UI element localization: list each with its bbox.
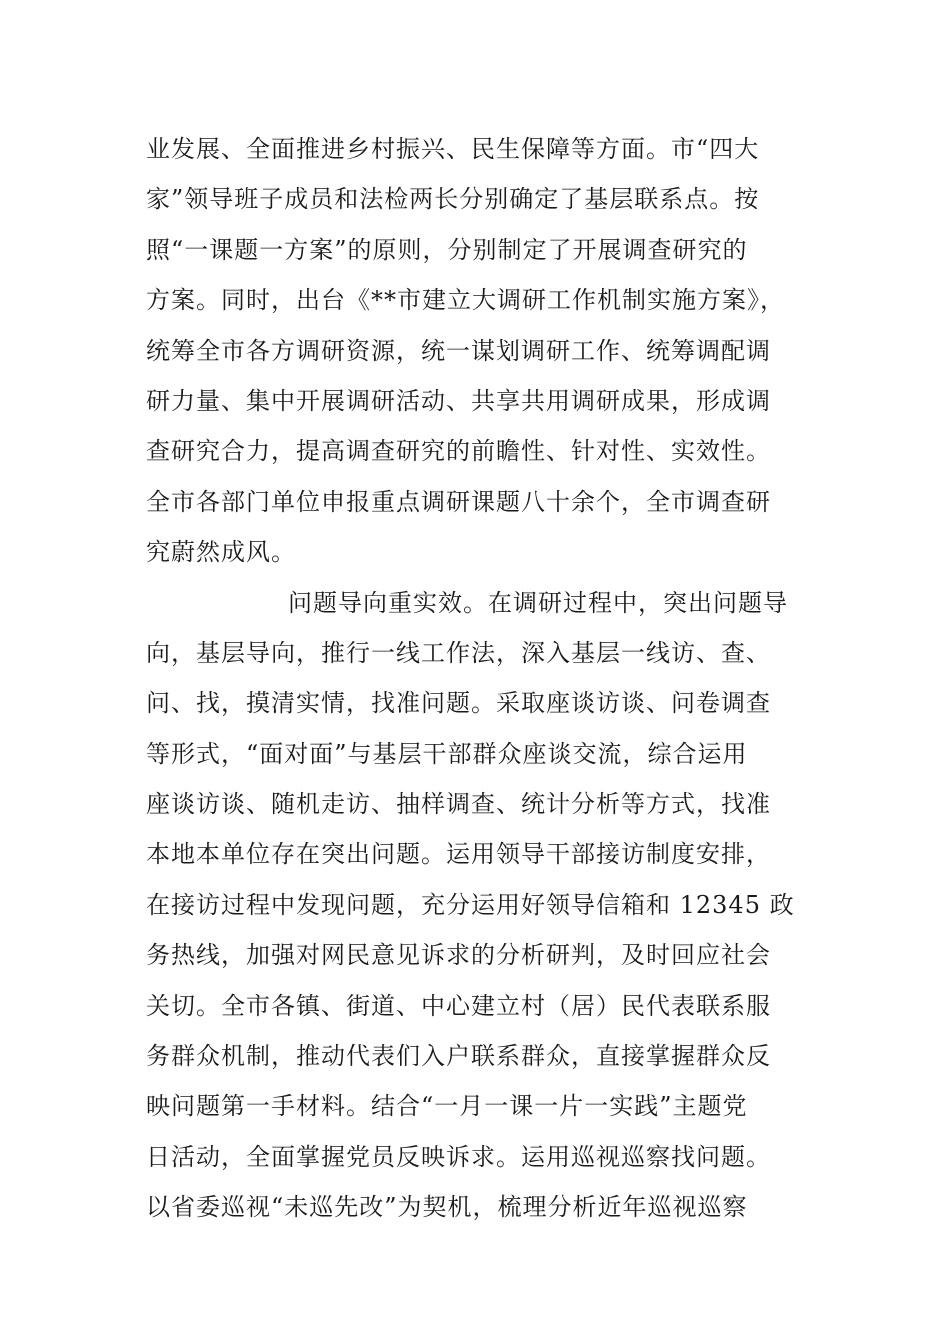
paragraph-2 — [146, 578, 846, 1233]
paragraph-line: 全市各部门单位申报重点调研课题八十余个，全市调查研 — [146, 487, 771, 516]
document-body — [146, 124, 846, 1233]
paragraph-line: 究蔚然成风。 — [146, 538, 296, 567]
paragraph-line: 统筹全市各方调研资源，统一谋划调研工作、统筹调配调 — [146, 336, 771, 365]
paragraph-line: 等形式，“面对面”与基层干部群众座谈交流，综合运用 — [146, 739, 748, 768]
paragraph-line: 座谈访谈、随机走访、抽样调查、统计分析等方式，找准 — [146, 790, 771, 819]
paragraph-line: 向，基层导向，推行一线工作法，深入基层一线访、查、 — [146, 638, 771, 667]
paragraph-line: 问、找，摸清实情，找准问题。采取座谈访谈、问卷调查 — [146, 689, 771, 718]
paragraph-line: 业发展、全面推进乡村振兴、民生保障等方面。市“四大 — [146, 135, 760, 163]
paragraph-heading-line: 问题导向重实效。在调研过程中，突出问题导 — [288, 588, 788, 617]
paragraph-line: 以省委巡视“未巡先改”为契机，梳理分析近年巡视巡察 — [146, 1193, 748, 1222]
paragraph-line: 查研究合力，提高调查研究的前瞻性、针对性、实效性。 — [146, 437, 771, 466]
paragraph-line: 照“一课题一方案”的原则，分别制定了开展调查研究的 — [146, 235, 748, 264]
paragraph-line: 务热线，加强对网民意见诉求的分析研判，及时回应社会 — [146, 941, 771, 970]
paragraph-line: 务群众机制，推动代表们入户联系群众，直接掌握群众反 — [146, 1042, 771, 1071]
paragraph-line: 在接访过程中发现问题，充分运用好领导信箱和 12345 政 — [146, 890, 795, 919]
paragraph-line: 关切。全市各镇、街道、中心建立村（居）民代表联系服 — [146, 991, 771, 1020]
paragraph-line: 家”领导班子成员和法检两长分别确定了基层联系点。按 — [146, 185, 760, 214]
paragraph-line: 研力量、集中开展调研活动、共享共用调研成果，形成调 — [146, 386, 771, 415]
paragraph-line: 映问题第一手材料。结合“一月一课一片一实践”主题党 — [146, 1092, 748, 1121]
paragraph-1 — [146, 124, 846, 578]
paragraph-line: 本地本单位存在突出问题。运用领导干部接访制度安排， — [146, 840, 771, 869]
paragraph-line: 日活动，全面掌握党员反映诉求。运用巡视巡察找问题。 — [146, 1142, 771, 1171]
paragraph-line: 方案。同时，出台《**市建立大调研工作机制实施方案》， — [146, 286, 785, 315]
